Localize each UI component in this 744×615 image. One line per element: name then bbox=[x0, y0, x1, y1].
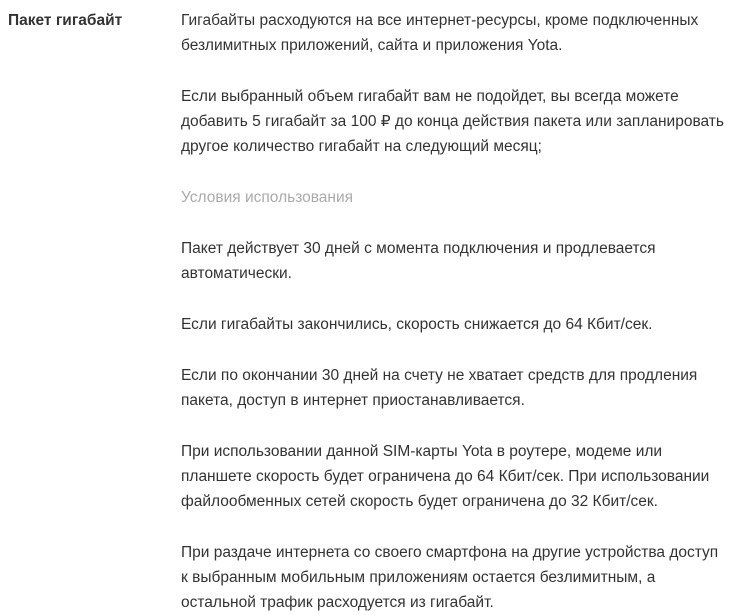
subheading-usage-terms: Условия использования bbox=[181, 189, 354, 206]
section-content-column bbox=[181, 8, 729, 615]
paragraph-package-duration: Пакет действует 30 дней с момента подключения и продлевается автоматически. bbox=[181, 240, 656, 282]
paragraph-sim-in-router: При использовании данной SIM-карты Yota в роутере, модеме или планшете скорость будет ограничена до 64 Кбит/сек. При использовании файлообменных сетей скорость будет ограничена до 32 Кбит/сек. bbox=[181, 443, 710, 510]
section-title: Пакет гигабайт bbox=[8, 12, 123, 29]
paragraph-add-gigabytes: Если выбранный объем гигабайт вам не подойдет, вы всегда можете добавить 5 гигабайт за 100 ₽ до конца действия пакета или запланировать другое количество гигабайт на следующий месяц; bbox=[181, 88, 724, 155]
paragraph-tethering: При раздаче интернета со своего смартфона на другие устройства доступ к выбранным мобильным приложениям остается безлимитным, а остальной трафик расходуется из гигабайт. bbox=[181, 544, 719, 611]
section-label-column bbox=[8, 8, 181, 33]
paragraph-speed-after-limit: Если гигабайты закончились, скорость снижается до 64 Кбит/сек. bbox=[181, 316, 653, 333]
paragraph-insufficient-funds: Если по окончании 30 дней на счету не хватает средств для продления пакета, доступ в интернет приостанавливается. bbox=[181, 367, 698, 409]
paragraph-gigabytes-usage: Гигабайты расходуются на все интернет-ресурсы, кроме подключенных безлимитных приложений, сайта и приложения Yota. bbox=[181, 12, 699, 54]
